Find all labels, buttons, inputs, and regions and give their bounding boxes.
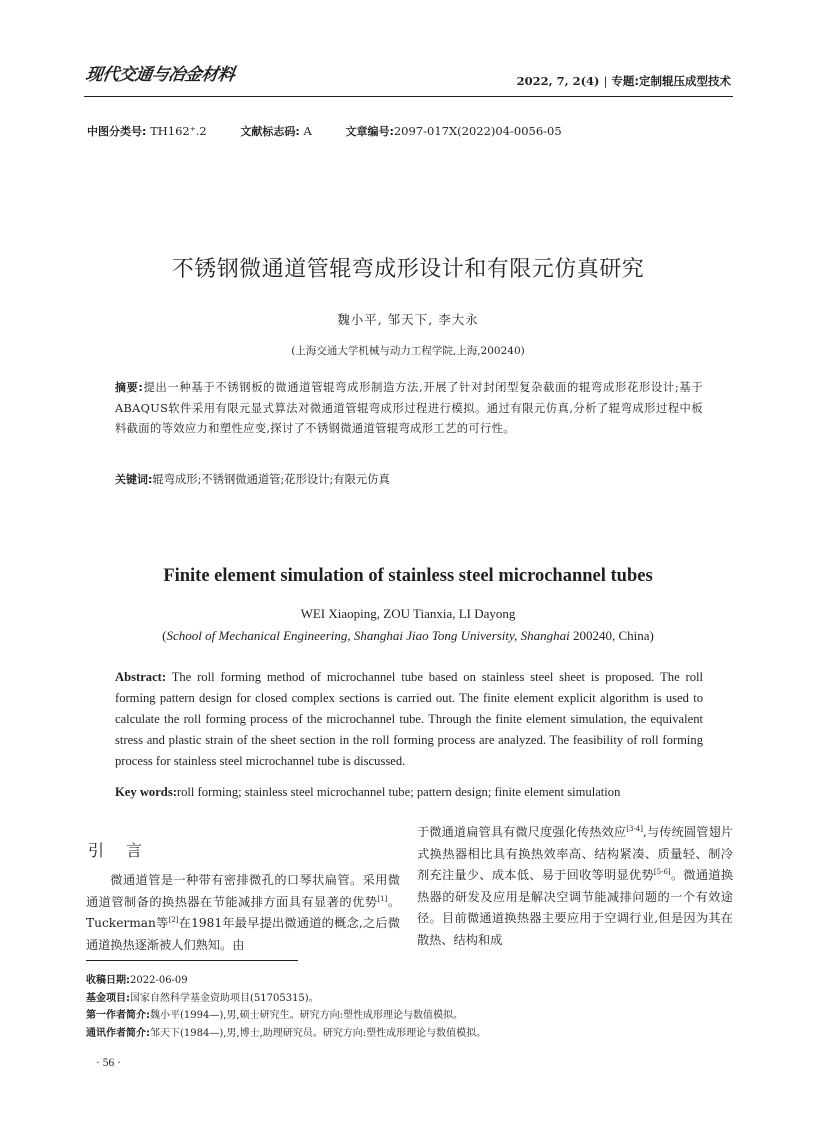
footnote-text: 国家自然科学基金资助项目(51705315)。 [130, 992, 319, 1004]
affiliation-en [0, 628, 816, 644]
footnote-text: 2022-06-09 [130, 975, 188, 986]
footnote-text: 邹天下(1984—),男,博士,助理研究员。研究方向:塑性成形理论与数值模拟。 [150, 1027, 487, 1039]
abstract-en [115, 667, 703, 772]
article-meta [87, 123, 562, 139]
affil-tail: 200240, China) [569, 628, 654, 643]
intro-paragraph [86, 870, 400, 956]
doc-code-value: A [303, 124, 312, 138]
footnote-corresponding-author [86, 1025, 486, 1043]
affiliation-en-text: School of Mechanical Engineering, Shanghai Jiao Tong University, Shanghai [166, 628, 570, 643]
article-no-value: 2097-017X(2022)04-0056-05 [393, 124, 562, 138]
footnote-fund [86, 990, 486, 1008]
authors-cn: 魏小平, 邹天下, 李大永 [337, 312, 479, 327]
affiliation-cn: (上海交通大学机械与动力工程学院,上海,200240) [291, 345, 525, 357]
footnote-label: 第一作者简介: [86, 1010, 150, 1021]
intro-text: ,与传统圆管翅片式换热器相比具有换热效率高、结构紧凑、质量轻、制冷剂充注量少、成本低、易于回收等明显优势 [417, 825, 734, 882]
keywords-cn-text: 辊弯成形;不锈钢微通道管;花形设计;有限元仿真 [152, 473, 390, 486]
title-en: Finite element simulation of stainless steel microchannel tubes [163, 566, 653, 586]
intro-right-column [417, 822, 733, 951]
topic: 定制辊压成型技术 [639, 74, 731, 88]
affil-open: ( [162, 628, 167, 643]
article-no-label: 文章编号: [345, 125, 394, 138]
page-number: · 56 · [96, 1057, 121, 1069]
keywords-en-text: roll forming; stainless steel microchannel tube; pattern design; finite element simulation [176, 785, 621, 799]
topic-label: 专题: [611, 74, 639, 88]
footnote-received [86, 972, 486, 990]
intro-paragraph [417, 822, 733, 951]
journal-logo: 现代交通与冶金材料 [84, 65, 236, 85]
footnote-label: 基金项目: [86, 992, 130, 1004]
footnote-rule [86, 960, 298, 961]
clc-label: 中图分类号: [87, 125, 147, 138]
intro-text: 。Tuckerman等 [86, 894, 401, 930]
keywords-cn [115, 470, 703, 491]
footnote-label: 通讯作者简介: [86, 1027, 150, 1039]
footnotes [86, 972, 486, 1042]
abstract-cn-text: 提出一种基于不锈钢板的微通道管辊弯成形制造方法,开展了针对封闭型复杂截面的辊弯成形花形设计;基于ABAQUS软件采用有限元显式算法对微通道管辊弯成形过程进行模拟。通过有限元仿真,分析了辊弯成形过程中板料截面的等效应力和塑性应变,探讨了不锈钢微通道管辊弯成形工艺的可行性。 [115, 381, 704, 435]
keywords-en-label: Key words: [115, 785, 177, 799]
citation-ref[interactable]: [1] [377, 894, 388, 903]
abstract-cn-label: 摘要: [115, 381, 144, 394]
doc-code-label: 文献标志码: [240, 125, 300, 138]
intro-text: 于微通道扁管具有微尺度强化传热效应 [417, 825, 627, 839]
intro-text: 。微通道换热器的研发及应用是解决空调节能减排问题的一个有效途径。目前微通道换热器主要应用于空调行业,但是因为其在散热、结构和成 [417, 868, 734, 947]
clc-value: TH162⁺.2 [150, 124, 207, 138]
header-rule [84, 96, 733, 97]
section-heading-intro: 引言 [88, 841, 165, 860]
header-separator: | [603, 74, 608, 88]
abstract-cn [115, 378, 703, 440]
citation-ref[interactable]: [2] [168, 916, 179, 924]
authors-en: WEI Xiaoping, ZOU Tianxia, LI Dayong [300, 606, 516, 621]
abstract-en-label: Abstract: [115, 670, 167, 684]
keywords-en [115, 782, 703, 803]
intro-left-column [86, 870, 400, 956]
abstract-en-text: The roll forming method of microchannel tube based on stainless steel sheet is proposed. The roll forming pattern design for closed complex sections is carried out. The finite element explicit algorithm is used to calculate the roll forming process of the microchannel tube. Through the finite element simulation, the equivalent stress and plastic strain of the sheet section in the roll forming process are analyzed. The feasibility of roll forming process for stainless steel microchannel tube is discussed. [115, 670, 703, 768]
issue-info: 2022, 7, 2(4) [516, 74, 600, 88]
citation-ref[interactable]: [3-4] [626, 825, 643, 833]
keywords-cn-label: 关键词: [115, 473, 153, 486]
footnote-first-author [86, 1007, 486, 1025]
citation-ref[interactable]: [5-6] [653, 868, 671, 876]
running-header [517, 73, 731, 89]
intro-text: 在1981年最早提出微通道的概念,之后微通道换热逐渐被人们熟知。由 [86, 916, 401, 952]
intro-text: 微通道管是一种带有密排微孔的口琴状扁管。采用微通道管制备的换热器在节能减排方面具有显著的优势 [86, 873, 400, 909]
footnote-text: 魏小平(1994—),男,硕士研究生。研究方向:塑性成形理论与数值模拟。 [150, 1010, 463, 1021]
title-cn: 不锈钢微通道管辊弯成形设计和有限元仿真研究 [171, 257, 645, 282]
footnote-label: 收稿日期: [86, 975, 130, 986]
